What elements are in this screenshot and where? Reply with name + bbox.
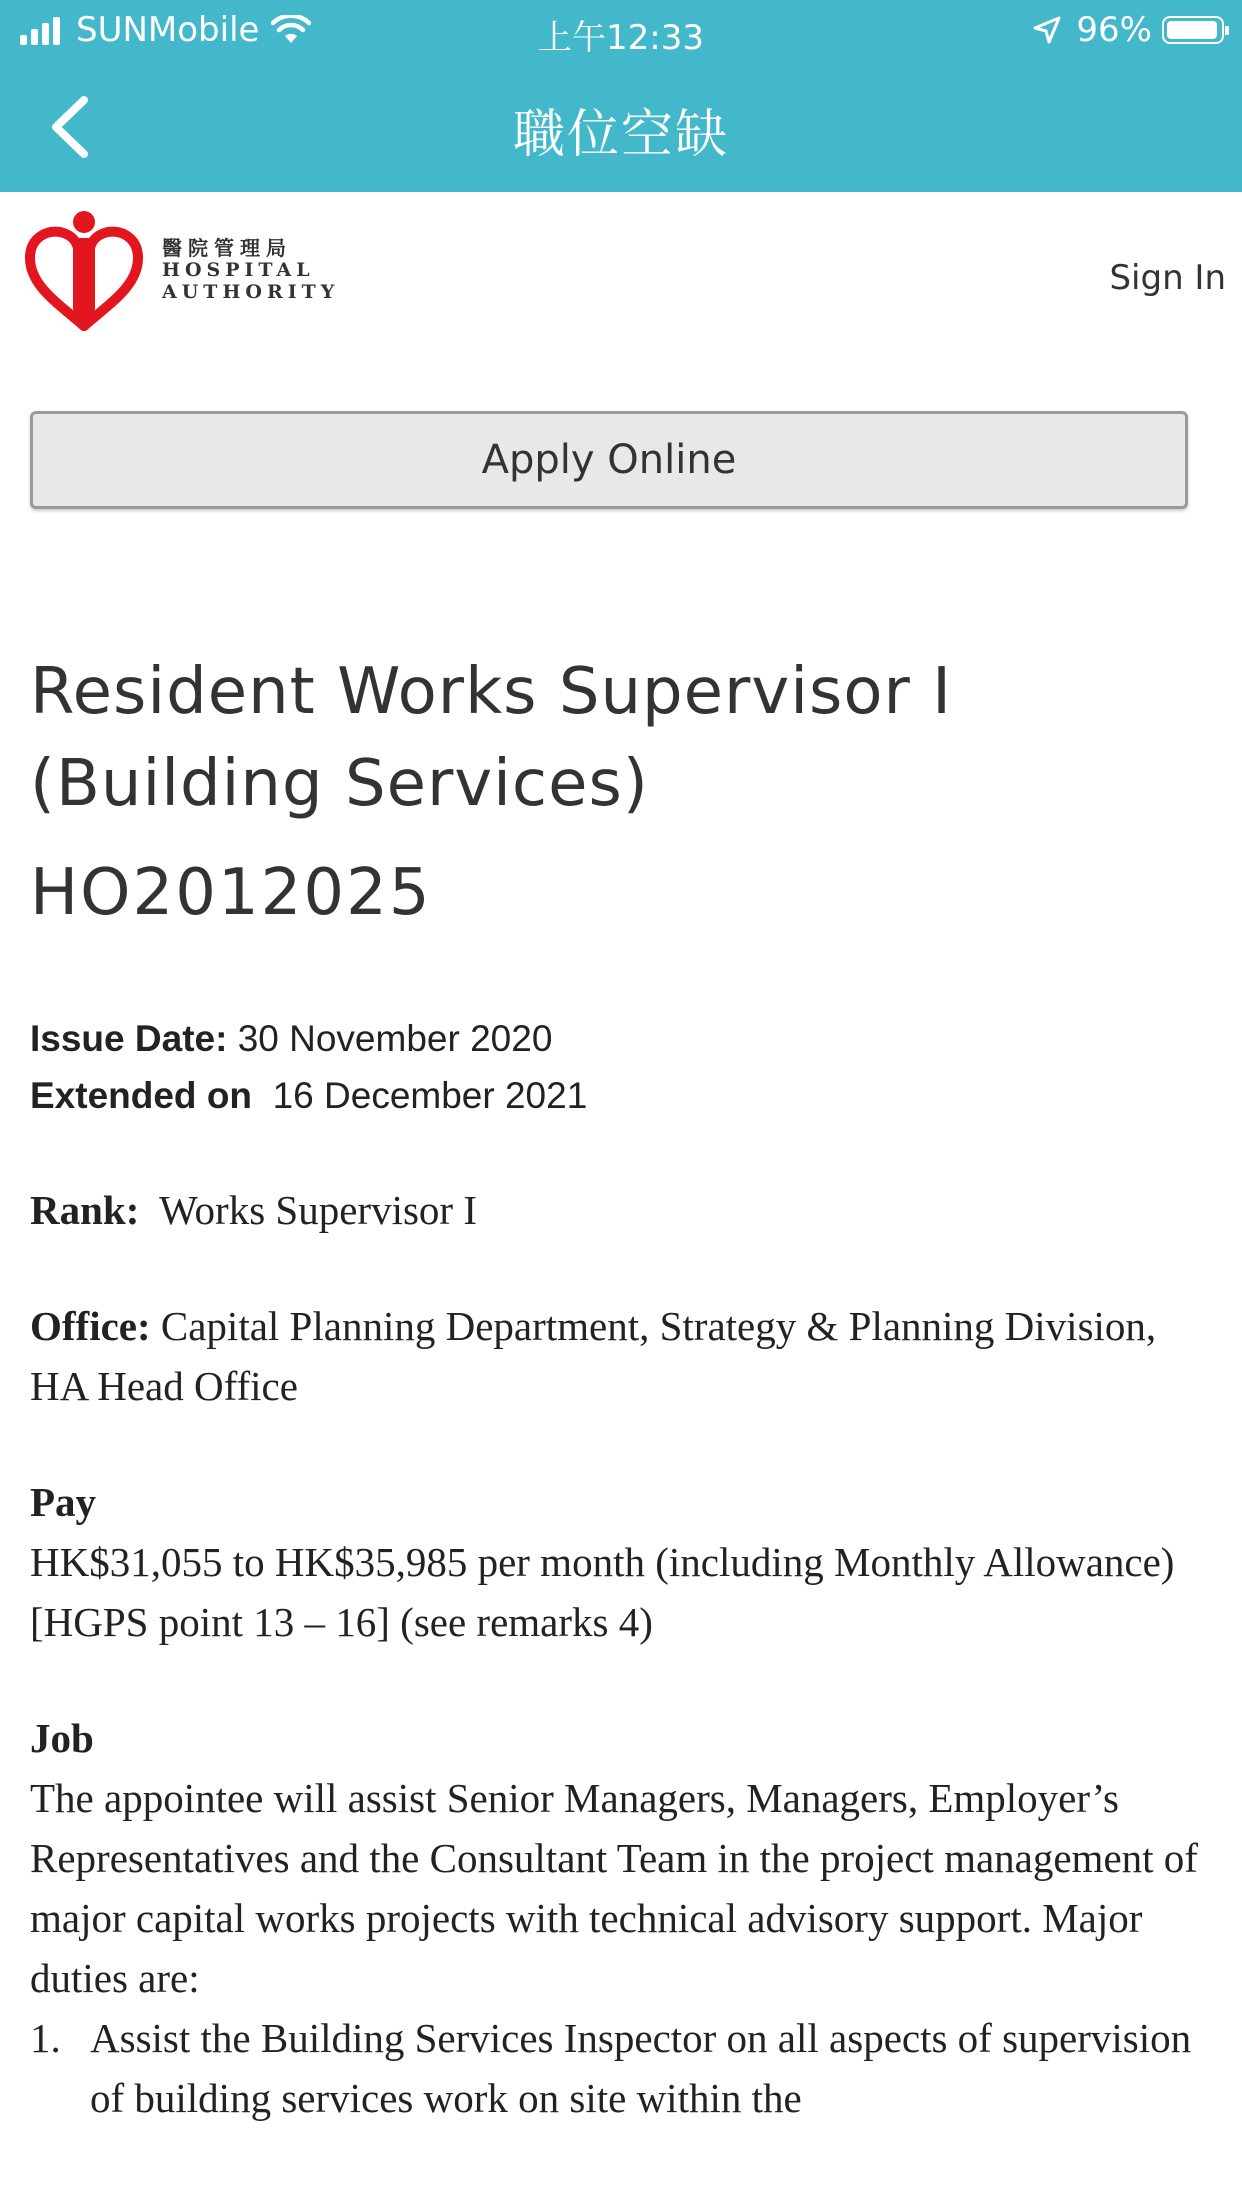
nav-bar bbox=[0, 62, 1242, 192]
pay-range: HK$31,055 to HK$35,985 per month (including Monthly Allowance) bbox=[30, 1539, 1175, 1585]
pay-heading bbox=[30, 1472, 1220, 1532]
extended-date-label: Extended on bbox=[30, 1075, 253, 1116]
pay-points: [HGPS point 13 – 16] (see remarks 4) bbox=[30, 1599, 653, 1645]
issue-date-value: 30 November 2020 bbox=[237, 1018, 553, 1059]
status-time: 上午12:33 bbox=[538, 18, 704, 58]
rank-label: Rank: bbox=[30, 1187, 140, 1233]
issue-date-row bbox=[30, 1010, 587, 1067]
job-title: Resident Works Supervisor I (Building Services) bbox=[30, 655, 953, 821]
extended-date-row bbox=[30, 1067, 587, 1124]
sign-in-link[interactable]: Sign In bbox=[1109, 258, 1226, 298]
location-arrow-icon bbox=[1032, 15, 1062, 45]
battery-icon bbox=[1162, 16, 1224, 44]
carrier-name: SUNMobile bbox=[76, 10, 260, 50]
rank-value: Works Supervisor I bbox=[159, 1187, 477, 1233]
nav-title: 職位空缺 bbox=[512, 105, 729, 165]
job-label: Job bbox=[30, 1715, 94, 1761]
office-row bbox=[30, 1296, 1220, 1416]
status-bar bbox=[0, 0, 1242, 62]
office-value: Capital Planning Department, Strategy & Planning Division, HA Head Office bbox=[30, 1303, 1157, 1409]
duties-list bbox=[30, 2008, 1220, 2128]
job-details bbox=[30, 1180, 1220, 2128]
pay-label: Pay bbox=[30, 1479, 97, 1525]
ha-logo-icon bbox=[24, 208, 144, 332]
extended-date-value: 16 December 2021 bbox=[272, 1075, 588, 1116]
duty-number: 1. bbox=[30, 2015, 61, 2061]
job-dates bbox=[30, 1010, 587, 1124]
issue-date-label: Issue Date: bbox=[30, 1018, 228, 1059]
apply-online-button[interactable]: Apply Online bbox=[30, 411, 1188, 509]
hospital-authority-logo[interactable] bbox=[24, 208, 339, 332]
job-reference: HO2012025 bbox=[30, 856, 432, 930]
duty-text: Assist the Building Services Inspector on all aspects of supervision of building services work on site within the bbox=[90, 2015, 1192, 2121]
office-label: Office: bbox=[30, 1303, 151, 1349]
logo-text-zh: 醫院管理局 bbox=[162, 235, 292, 260]
logo-text-en-1: HOSPITAL bbox=[162, 258, 315, 281]
job-description: The appointee will assist Senior Managers, Managers, Employer’s Representatives and the Consultant Team in the project management of major capital works projects with technical advisory support. Major duties are: bbox=[30, 1775, 1198, 2001]
logo-text bbox=[162, 237, 339, 304]
battery-percent: 96% bbox=[1076, 10, 1152, 50]
job-heading bbox=[30, 1708, 1220, 1768]
site-header bbox=[0, 192, 1242, 352]
logo-text-en-2: AUTHORITY bbox=[162, 280, 340, 303]
rank-row bbox=[30, 1180, 1220, 1240]
status-right bbox=[1032, 10, 1224, 50]
list-item bbox=[30, 2008, 1220, 2128]
